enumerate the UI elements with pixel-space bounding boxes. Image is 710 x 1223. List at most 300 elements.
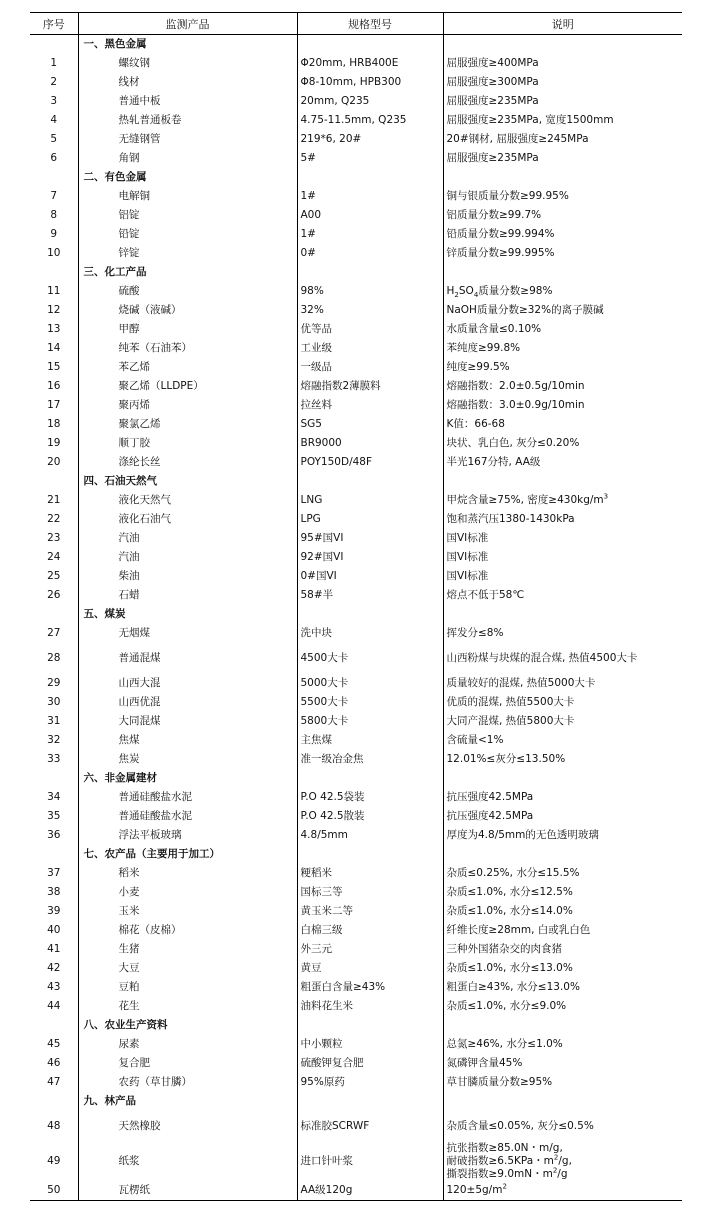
product-desc: 屈服强度≥400MPa xyxy=(443,54,682,73)
row-number: 47 xyxy=(47,1076,61,1088)
table-row xyxy=(30,624,682,643)
product-spec: 32% xyxy=(297,301,443,320)
product-spec: 洗中块 xyxy=(297,624,443,643)
product-name: 热轧普通板卷 xyxy=(78,111,297,130)
product-name: 聚氯乙烯 xyxy=(78,415,297,434)
desc-line xyxy=(447,1155,683,1168)
product-name: 纯苯（石油苯） xyxy=(78,339,297,358)
table-row xyxy=(30,434,682,453)
desc-fragment: 质量分数≥98% xyxy=(478,285,553,297)
row-number: 16 xyxy=(47,380,61,392)
category-spec-cell xyxy=(297,168,443,187)
product-name: 普通中板 xyxy=(78,92,297,111)
product-desc: 抗压强度42.5MPa xyxy=(443,788,682,807)
product-name: 小麦 xyxy=(78,883,297,902)
desc-fragment: 2 xyxy=(552,1166,558,1175)
table-row xyxy=(30,396,682,415)
table-row xyxy=(30,921,682,940)
product-desc: 20#钢材, 屈服强度≥245MPa xyxy=(443,130,682,149)
category-spec-cell xyxy=(297,263,443,282)
product-name: 苯乙烯 xyxy=(78,358,297,377)
product-spec: Φ8-10mm, HPB300 xyxy=(297,73,443,92)
product-name: 大同混煤 xyxy=(78,712,297,731)
product-desc: 抗压强度42.5MPa xyxy=(443,807,682,826)
product-name: 顺丁胶 xyxy=(78,434,297,453)
product-desc: 屈服强度≥235MPa xyxy=(443,92,682,111)
product-name: 浮法平板玻璃 xyxy=(78,826,297,845)
row-number: 3 xyxy=(50,95,58,107)
product-desc: 国VI标准 xyxy=(443,529,682,548)
product-spec: 油料花生米 xyxy=(297,997,443,1016)
category-no-cell xyxy=(30,263,78,282)
table-row xyxy=(30,225,682,244)
product-spec: 4.75-11.5mm, Q235 xyxy=(297,111,443,130)
product-name: 液化天然气 xyxy=(78,491,297,510)
desc-fragment: 耐破指数≥6.5KPa・m xyxy=(446,1155,554,1167)
row-number: 32 xyxy=(47,734,61,746)
row-number: 42 xyxy=(47,962,61,974)
product-spec: POY150D/48F xyxy=(297,453,443,472)
row-number: 39 xyxy=(47,905,61,917)
product-name: 生猪 xyxy=(78,940,297,959)
row-number: 13 xyxy=(47,323,61,335)
table-row xyxy=(30,978,682,997)
product-name: 山西大混 xyxy=(78,674,297,693)
category-desc-cell xyxy=(443,605,682,624)
product-name: 普通硅酸盐水泥 xyxy=(78,807,297,826)
row-number: 1 xyxy=(50,57,58,69)
product-desc: 饱和蒸汽压1380-1430kPa xyxy=(443,510,682,529)
product-desc: 大同产混煤, 热值5800大卡 xyxy=(443,712,682,731)
category-spec-cell xyxy=(297,845,443,864)
row-number: 31 xyxy=(47,715,61,727)
table-row xyxy=(30,1054,682,1073)
row-number: 2 xyxy=(50,76,58,88)
product-desc: 质量较好的混煤, 热值5000大卡 xyxy=(443,674,682,693)
product-desc: 总氮≥46%, 水分≤1.0% xyxy=(443,1035,682,1054)
product-name: 普通硅酸盐水泥 xyxy=(78,788,297,807)
product-spec: 98% xyxy=(297,282,443,301)
table-row xyxy=(30,826,682,845)
product-desc: 杂质≤0.25%, 水分≤15.5% xyxy=(443,864,682,883)
table-row xyxy=(30,510,682,529)
row-number: 19 xyxy=(47,437,61,449)
product-spec: 219*6, 20# xyxy=(297,130,443,149)
category-row xyxy=(30,35,682,55)
table-row xyxy=(30,586,682,605)
row-number: 37 xyxy=(47,867,61,879)
product-desc: 铅质量分数≥99.994% xyxy=(443,225,682,244)
product-name: 聚丙烯 xyxy=(78,396,297,415)
product-name: 甲醇 xyxy=(78,320,297,339)
category-row xyxy=(30,263,682,282)
product-name: 大豆 xyxy=(78,959,297,978)
product-name: 烧碱（液碱） xyxy=(78,301,297,320)
product-name: 角钢 xyxy=(78,149,297,168)
product-desc xyxy=(443,282,682,301)
table-row xyxy=(30,206,682,225)
product-desc xyxy=(443,1142,682,1181)
product-name: 玉米 xyxy=(78,902,297,921)
category-desc-cell xyxy=(443,168,682,187)
category-row xyxy=(30,1016,682,1035)
row-number: 49 xyxy=(47,1155,61,1167)
product-name: 焦炭 xyxy=(78,750,297,769)
table-row xyxy=(30,301,682,320)
table-row xyxy=(30,902,682,921)
table-header-row xyxy=(30,13,682,35)
table-row xyxy=(30,864,682,883)
product-name: 无缝钢管 xyxy=(78,130,297,149)
desc-fragment: SO xyxy=(458,285,474,297)
category-no-cell xyxy=(30,168,78,187)
table-row xyxy=(30,1035,682,1054)
product-spec: 1# xyxy=(297,225,443,244)
product-name: 豆粕 xyxy=(78,978,297,997)
row-number: 44 xyxy=(47,1000,61,1012)
price-monitoring-table xyxy=(30,12,682,1201)
table-row xyxy=(30,940,682,959)
table-row xyxy=(30,282,682,301)
product-desc: NaOH质量分数≥32%的离子膜碱 xyxy=(443,301,682,320)
table-row xyxy=(30,1111,682,1142)
desc-line xyxy=(447,1142,683,1155)
header-spec: 规格型号 xyxy=(297,13,443,35)
category-row xyxy=(30,769,682,788)
category-spec-cell xyxy=(297,35,443,55)
product-spec: 优等品 xyxy=(297,320,443,339)
row-number: 25 xyxy=(47,570,61,582)
category-label: 七、农产品（主要用于加工） xyxy=(78,845,297,864)
product-name: 山西优混 xyxy=(78,693,297,712)
table-row xyxy=(30,415,682,434)
product-desc: 三种外国猪杂交的肉食猪 xyxy=(443,940,682,959)
product-desc: 国VI标准 xyxy=(443,567,682,586)
desc-fragment: H xyxy=(446,285,455,297)
product-spec: 工业级 xyxy=(297,339,443,358)
table-row xyxy=(30,1142,682,1181)
category-row xyxy=(30,1092,682,1111)
header-product: 监测产品 xyxy=(78,13,297,35)
category-spec-cell xyxy=(297,1092,443,1111)
category-no-cell xyxy=(30,35,78,55)
desc-line xyxy=(447,1168,683,1181)
category-spec-cell xyxy=(297,605,443,624)
desc-fragment: 撕裂指数≥9.0mN・m xyxy=(446,1168,553,1180)
product-desc: 杂质≤1.0%, 水分≤12.5% xyxy=(443,883,682,902)
category-spec-cell xyxy=(297,769,443,788)
row-number: 18 xyxy=(47,418,61,430)
row-number: 38 xyxy=(47,886,61,898)
table-row xyxy=(30,130,682,149)
category-row xyxy=(30,472,682,491)
product-desc: 草甘膦质量分数≥95% xyxy=(443,1073,682,1092)
product-name: 普通混煤 xyxy=(78,643,297,674)
product-spec: 一级品 xyxy=(297,358,443,377)
table-row xyxy=(30,187,682,206)
table-row xyxy=(30,883,682,902)
row-number: 33 xyxy=(47,753,61,765)
product-spec: 进口针叶浆 xyxy=(297,1142,443,1181)
product-desc: 纤维长度≥28mm, 白或乳白色 xyxy=(443,921,682,940)
product-spec: AA级120g xyxy=(297,1181,443,1201)
category-label: 二、有色金属 xyxy=(78,168,297,187)
category-spec-cell xyxy=(297,1016,443,1035)
row-number: 5 xyxy=(50,133,58,145)
category-no-cell xyxy=(30,1092,78,1111)
category-no-cell xyxy=(30,605,78,624)
row-number: 17 xyxy=(47,399,61,411)
row-number: 7 xyxy=(50,190,58,202)
desc-fragment: 4 xyxy=(473,291,479,300)
row-number: 11 xyxy=(47,285,61,297)
row-number: 34 xyxy=(47,791,61,803)
table-row xyxy=(30,548,682,567)
table-row xyxy=(30,567,682,586)
desc-fragment: /g, xyxy=(558,1155,572,1167)
product-spec: 4.8/5mm xyxy=(297,826,443,845)
product-name: 尿素 xyxy=(78,1035,297,1054)
row-number: 45 xyxy=(47,1038,61,1050)
desc-fragment: 120±5g/m xyxy=(446,1184,503,1196)
product-spec: 黄玉米二等 xyxy=(297,902,443,921)
table-row xyxy=(30,712,682,731)
table-body xyxy=(30,35,682,1201)
product-name: 柴油 xyxy=(78,567,297,586)
product-desc: 杂质含量≤0.05%, 灰分≤0.5% xyxy=(443,1111,682,1142)
product-desc: 杂质≤1.0%, 水分≤9.0% xyxy=(443,997,682,1016)
product-desc: 粗蛋白≥43%, 水分≤13.0% xyxy=(443,978,682,997)
table-row xyxy=(30,788,682,807)
category-desc-cell xyxy=(443,845,682,864)
category-no-cell xyxy=(30,472,78,491)
product-name: 复合肥 xyxy=(78,1054,297,1073)
product-desc: 屈服强度≥235MPa xyxy=(443,149,682,168)
table-row xyxy=(30,1073,682,1092)
product-desc: 铜与银质量分数≥99.95% xyxy=(443,187,682,206)
desc-fragment: 2 xyxy=(553,1153,559,1162)
row-number: 36 xyxy=(47,829,61,841)
product-spec: LPG xyxy=(297,510,443,529)
product-spec: P.O 42.5袋装 xyxy=(297,788,443,807)
category-label: 五、煤炭 xyxy=(78,605,297,624)
row-number: 10 xyxy=(47,247,61,259)
product-desc: K值：66-68 xyxy=(443,415,682,434)
category-desc-cell xyxy=(443,472,682,491)
product-desc xyxy=(443,491,682,510)
header-desc: 说明 xyxy=(443,13,682,35)
product-spec: 主焦煤 xyxy=(297,731,443,750)
product-name: 稻米 xyxy=(78,864,297,883)
product-name: 螺纹钢 xyxy=(78,54,297,73)
category-desc-cell xyxy=(443,769,682,788)
table-row xyxy=(30,54,682,73)
category-label: 六、非金属建材 xyxy=(78,769,297,788)
product-desc: 国VI标准 xyxy=(443,548,682,567)
category-spec-cell xyxy=(297,472,443,491)
product-spec: SG5 xyxy=(297,415,443,434)
product-spec: A00 xyxy=(297,206,443,225)
table-row xyxy=(30,92,682,111)
row-number: 6 xyxy=(50,152,58,164)
product-desc: 熔融指数：3.0±0.9g/10min xyxy=(443,396,682,415)
desc-fragment: 3 xyxy=(603,492,609,501)
desc-fragment: 2 xyxy=(454,291,459,300)
product-name: 花生 xyxy=(78,997,297,1016)
product-spec: 熔融指数2薄膜料 xyxy=(297,377,443,396)
product-desc: 屈服强度≥235MPa, 宽度1500mm xyxy=(443,111,682,130)
row-number: 14 xyxy=(47,342,61,354)
table-row xyxy=(30,997,682,1016)
product-desc: 纯度≥99.5% xyxy=(443,358,682,377)
product-desc: 苯纯度≥99.8% xyxy=(443,339,682,358)
product-name: 铅锭 xyxy=(78,225,297,244)
product-desc: 熔点不低于58℃ xyxy=(443,586,682,605)
table-row xyxy=(30,149,682,168)
product-spec: 外三元 xyxy=(297,940,443,959)
row-number: 50 xyxy=(30,1181,78,1201)
category-label: 四、石油天然气 xyxy=(78,472,297,491)
product-spec: 95%原药 xyxy=(297,1073,443,1092)
product-spec: 92#国VI xyxy=(297,548,443,567)
row-number: 24 xyxy=(47,551,61,563)
product-spec: 粳稻米 xyxy=(297,864,443,883)
product-name: 电解铜 xyxy=(78,187,297,206)
product-name: 汽油 xyxy=(78,529,297,548)
table-row xyxy=(30,73,682,92)
row-number: 12 xyxy=(47,304,61,316)
category-label: 一、黑色金属 xyxy=(78,35,297,55)
row-number: 30 xyxy=(47,696,61,708)
product-name: 棉花（皮棉） xyxy=(78,921,297,940)
product-spec: 0#国VI xyxy=(297,567,443,586)
row-number: 23 xyxy=(47,532,61,544)
product-name: 硫酸 xyxy=(78,282,297,301)
product-spec: 95#国VI xyxy=(297,529,443,548)
product-spec: 准一级冶金焦 xyxy=(297,750,443,769)
table-row xyxy=(30,1181,682,1201)
product-spec: 5800大卡 xyxy=(297,712,443,731)
product-spec: 硫酸钾复合肥 xyxy=(297,1054,443,1073)
product-name: 铝锭 xyxy=(78,206,297,225)
product-desc: 块状、乳白色, 灰分≤0.20% xyxy=(443,434,682,453)
row-number: 27 xyxy=(47,627,61,639)
product-desc: 屈服强度≥300MPa xyxy=(443,73,682,92)
desc-fragment: /g xyxy=(557,1168,568,1180)
product-desc: 含硫量<1% xyxy=(443,731,682,750)
product-name: 天然橡胶 xyxy=(78,1111,297,1142)
row-number: 46 xyxy=(47,1057,61,1069)
product-spec: 4500大卡 xyxy=(297,643,443,674)
product-desc: 优质的混煤, 热值5500大卡 xyxy=(443,693,682,712)
product-spec: 58#半 xyxy=(297,586,443,605)
header-no: 序号 xyxy=(30,13,78,35)
product-name: 农药（草甘膦） xyxy=(78,1073,297,1092)
row-number: 29 xyxy=(47,677,61,689)
product-name: 瓦楞纸 xyxy=(78,1181,297,1201)
product-name: 聚乙烯（LLDPE） xyxy=(78,377,297,396)
product-desc: 熔融指数：2.0±0.5g/10min xyxy=(443,377,682,396)
product-spec: 5500大卡 xyxy=(297,693,443,712)
table-row xyxy=(30,693,682,712)
row-number: 4 xyxy=(50,114,58,126)
product-desc: 水质量含量≤0.10% xyxy=(443,320,682,339)
table-row xyxy=(30,244,682,263)
row-number: 28 xyxy=(47,652,61,664)
desc-fragment: 甲烷含量≥75%, 密度≥430kg/m xyxy=(446,494,604,506)
product-spec: 20mm, Q235 xyxy=(297,92,443,111)
product-name: 石蜡 xyxy=(78,586,297,605)
product-spec: 拉丝料 xyxy=(297,396,443,415)
row-number: 9 xyxy=(50,228,58,240)
table-row xyxy=(30,643,682,674)
category-no-cell xyxy=(30,769,78,788)
product-spec: LNG xyxy=(297,491,443,510)
product-spec: 粗蛋白含量≥43% xyxy=(297,978,443,997)
table-row xyxy=(30,674,682,693)
table-row xyxy=(30,320,682,339)
row-number: 48 xyxy=(47,1120,61,1132)
category-row xyxy=(30,168,682,187)
category-no-cell xyxy=(30,845,78,864)
category-desc-cell xyxy=(443,263,682,282)
category-row xyxy=(30,845,682,864)
product-desc xyxy=(443,1181,682,1201)
product-spec: 5000大卡 xyxy=(297,674,443,693)
table-row xyxy=(30,731,682,750)
table-row xyxy=(30,807,682,826)
table-row xyxy=(30,377,682,396)
product-desc: 挥发分≤8% xyxy=(443,624,682,643)
row-number: 43 xyxy=(47,981,61,993)
table-row xyxy=(30,453,682,472)
table-row xyxy=(30,358,682,377)
category-label: 九、林产品 xyxy=(78,1092,297,1111)
product-name: 焦煤 xyxy=(78,731,297,750)
table-row xyxy=(30,491,682,510)
row-number: 21 xyxy=(47,494,61,506)
product-spec: 白棉三级 xyxy=(297,921,443,940)
product-desc: 杂质≤1.0%, 水分≤13.0% xyxy=(443,959,682,978)
product-spec: 中小颗粒 xyxy=(297,1035,443,1054)
product-spec: 标准胶SCRWF xyxy=(297,1111,443,1142)
category-desc-cell xyxy=(443,1016,682,1035)
product-name: 纸浆 xyxy=(78,1142,297,1181)
product-name: 无烟煤 xyxy=(78,624,297,643)
table-row xyxy=(30,750,682,769)
desc-fragment: 2 xyxy=(502,1182,507,1191)
product-desc: 厚度为4.8/5mm的无色透明玻璃 xyxy=(443,826,682,845)
product-spec: 1# xyxy=(297,187,443,206)
row-number: 35 xyxy=(47,810,61,822)
product-spec: 5# xyxy=(297,149,443,168)
category-label: 八、农业生产资料 xyxy=(78,1016,297,1035)
product-desc: 锌质量分数≥99.995% xyxy=(443,244,682,263)
product-desc: 杂质≤1.0%, 水分≤14.0% xyxy=(443,902,682,921)
row-number: 8 xyxy=(50,209,58,221)
table-row xyxy=(30,959,682,978)
category-row xyxy=(30,605,682,624)
category-desc-cell xyxy=(443,35,682,55)
category-no-cell xyxy=(30,1016,78,1035)
row-number: 15 xyxy=(47,361,61,373)
product-name: 锌锭 xyxy=(78,244,297,263)
row-number: 41 xyxy=(47,943,61,955)
table-row xyxy=(30,529,682,548)
category-label: 三、化工产品 xyxy=(78,263,297,282)
product-table xyxy=(30,12,682,1201)
product-name: 线材 xyxy=(78,73,297,92)
